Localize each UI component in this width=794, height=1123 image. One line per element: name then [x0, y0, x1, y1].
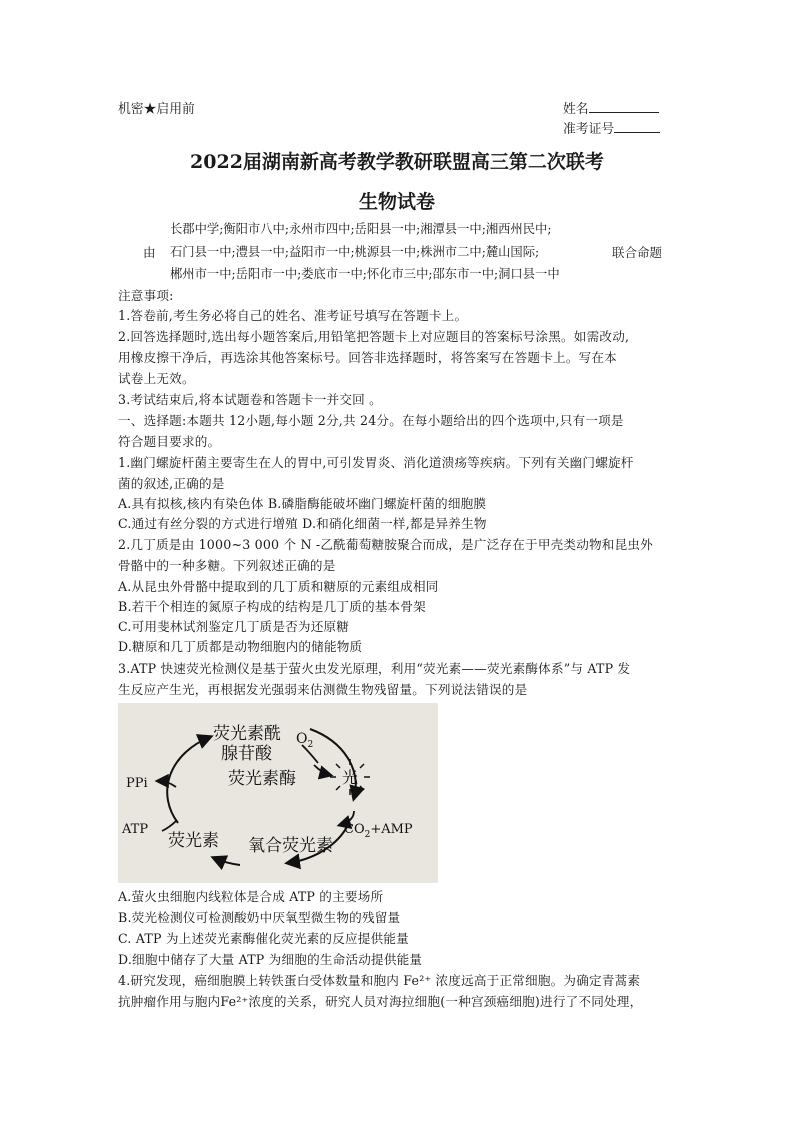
question-1-option[interactable]: A.具有拟核,核内有染色体 B.磷脂酶能破坏幽门螺旋杆菌的细胞膜	[118, 496, 487, 511]
school-list-line: 长郡中学;衡阳市八中;永州市四中;岳阳县一中;湘潭县一中;湘西州民中;	[170, 222, 552, 236]
light-arrow	[314, 765, 330, 775]
question-2-option[interactable]: C.可用斐林试剂鉴定几丁质是否为还原糖	[118, 619, 350, 634]
exam-id-field[interactable]	[563, 118, 660, 137]
question-3-stem: 生反应产生光，再根据发光强弱来估测微生物残留量。下列说法错误的是	[118, 682, 528, 697]
question-1-stem: 菌的叙述,正确的是	[118, 476, 225, 491]
question-4-stem: 4.研究发现，癌细胞膜上转铁蛋白受体数量和胞内 Fe²⁺ 浓度远高于正常细胞。为确定青蒿素	[118, 973, 641, 988]
cycle-svg	[118, 703, 438, 883]
atp-arrow	[162, 821, 176, 831]
question-3-stem: 3.ATP 快速荧光检测仪是基于萤火虫发光原理，利用“荧光素——荧光素酶体系”与 ATP 发	[118, 661, 631, 676]
o2-label: $O_2$	[296, 731, 314, 750]
exam-id-blank[interactable]	[614, 118, 660, 133]
question-2-stem: 2.几丁质是由 1000~3 000 个 N -乙酰葡萄糖胺聚合而成，是广泛存在于甲壳类动物和昆虫外	[118, 537, 653, 552]
question-4-stem: 抗肿瘤作用与胞内Fe²⁺浓度的关系，研究人员对海拉细胞(一种宫颈癌细胞)进行了不同处理，	[118, 994, 643, 1009]
adenylate-label: 荧光素酰	[213, 724, 281, 744]
notice-heading: 注意事项:	[118, 288, 174, 303]
notice-line: 2.回答选择题时,选出每小题答案后,用铅笔把答题卡上对应题目的答案标号涂黑。如需改动,	[118, 329, 630, 344]
question-2-option[interactable]: B.若干个相连的氮原子构成的结构是几丁质的基本骨架	[118, 599, 426, 614]
school-list-line: 石门县一中;澧县一中;益阳市一中;桃源县一中;株洲市二中;麓山国际;	[170, 245, 540, 259]
question-3-option[interactable]: B.荧光检测仪可检测酸奶中厌氧型微生物的残留量	[118, 910, 401, 925]
products-label: $CO_2+AMP$	[344, 822, 413, 840]
subject-title: 生物试卷	[358, 191, 435, 213]
joint-suffix: 联合命题	[612, 245, 663, 260]
name-field[interactable]	[563, 98, 659, 117]
exam-title: 2022届湖南新高考教学教研联盟高三第二次联考	[190, 151, 604, 173]
cycle-arc-left	[167, 737, 210, 823]
cycle-arc-right	[310, 729, 359, 798]
question-3-option[interactable]: C. ATP 为上述荧光素酶催化荧光素的反应提供能量	[118, 931, 409, 946]
enzyme-label: 荧光素酶	[228, 769, 296, 789]
adenylate-label: 腺苷酸	[221, 744, 272, 764]
notice-line: 1.答卷前,考生务必将自己的姓名、准考证号填写在答题卡上。	[118, 308, 468, 323]
joint-prefix: 由	[143, 245, 156, 260]
cycle-arc-bottom	[214, 858, 240, 865]
question-1-stem: 1.幽门螺旋杆菌主要寄生在人的胃中,可引发胃炎、消化道溃疡等疾病。下列有关幽门螺旋杆	[118, 455, 634, 470]
exam-id-label: 准考证号	[563, 122, 615, 137]
question-2-option[interactable]: A.从昆虫外骨骼中提取到的几丁质和糖原的元素组成相同	[118, 579, 439, 594]
section-heading: 一、选择题:本题共 12小题,每小题 2分,共 24分。在每小题给出的四个选项中,只有一项是	[118, 413, 624, 428]
name-blank[interactable]	[589, 98, 659, 113]
atp-label: ATP	[122, 822, 149, 837]
ppi-label: PPi	[126, 776, 148, 791]
name-label: 姓名	[563, 102, 589, 117]
question-1-option[interactable]: C.通过有丝分裂的方式进行增殖 D.和硝化细菌一样,都是异养生物	[118, 516, 487, 531]
question-3-option[interactable]: A.萤火虫细胞内线粒体是合成 ATP 的主要场所	[118, 889, 384, 904]
luciferin-label: 荧光素	[168, 831, 219, 851]
confidential-mark: 机密★启用前	[118, 102, 195, 117]
notice-line: 试卷上无效。	[118, 371, 195, 386]
notice-line: 3.考试结束后,将本试题卷和答题卡一并交回 。	[118, 392, 382, 407]
oxyluciferin-label: 氧合荧光素	[248, 836, 333, 856]
question-2-stem: 骨骼中的一种多糖。下列叙述正确的是	[118, 558, 336, 573]
question-3-option[interactable]: D.细胞中储存了大量 ATP 为细胞的生命活动提供能量	[118, 952, 423, 967]
question-2-option[interactable]: D.糖原和几丁质都是动物细胞内的储能物质	[118, 639, 363, 654]
luciferase-cycle-diagram	[118, 703, 438, 883]
school-list-line: 郴州市一中;岳阳市一中;娄底市一中;怀化市三中;邵东市一中;洞口县一中	[170, 267, 560, 281]
section-heading: 符合题目要求的。	[118, 434, 221, 449]
light-label: 光	[342, 768, 359, 787]
notice-line: 用橡皮擦干净后，再选涂其他答案标号。回答非选择题时，将答案写在答题卡上。写在本	[118, 350, 617, 365]
